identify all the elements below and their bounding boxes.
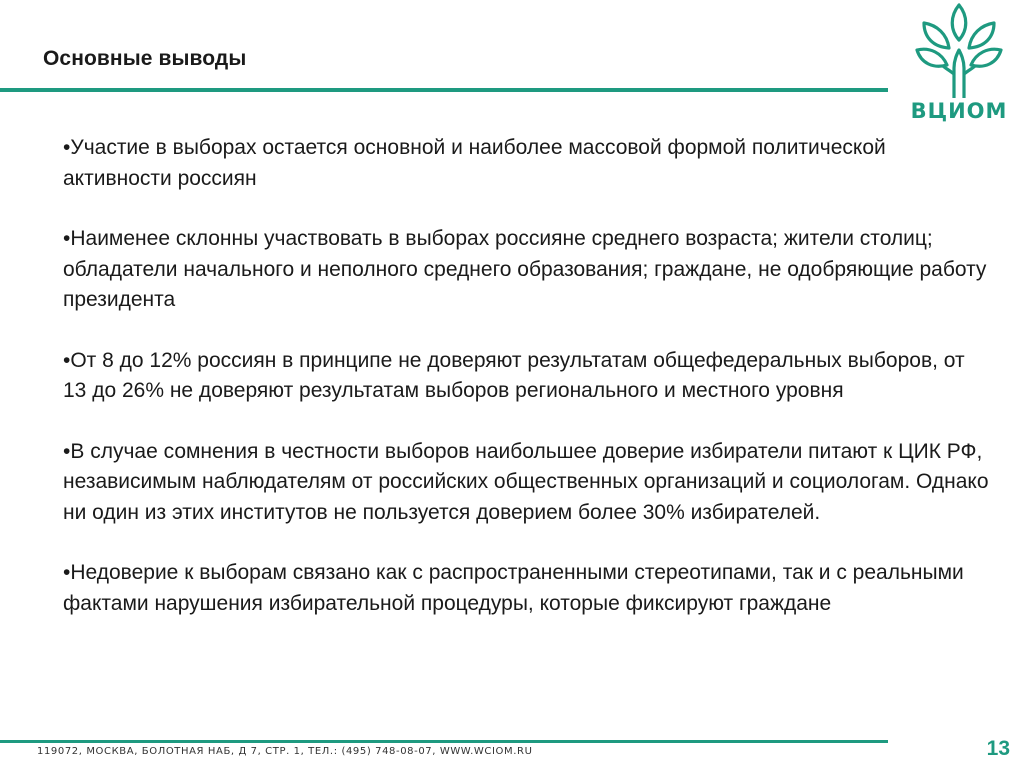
footer-divider (0, 740, 888, 743)
wciom-logo (897, 0, 1021, 124)
bullet-list (63, 133, 993, 649)
tree-logo-icon (897, 0, 1021, 100)
bullet-item: •От 8 до 12% россиян в принципе не доверяют результатам общефедеральных выборов, от 13 до 26% не доверяют результатам выборов регионального и местного уровня (63, 348, 965, 402)
page-title: Основные выводы (43, 47, 247, 70)
footer-address: 119072, МОСКВА, БОЛОТНАЯ НАБ, Д 7, СТР. 1, ТЕЛ.: (495) 748-08-07, WWW.WCIOM.RU (37, 746, 533, 757)
bullet-item: •В случае сомнения в честности выборов наибольшее доверие избиратели питают к ЦИК РФ, независимым наблюдателям от российских общественных организаций и социологам. Однако ни один из этих институтов не пользуется доверием более 30% избирателей. (63, 439, 989, 524)
bullet-item: •Участие в выборах остается основной и наиболее массовой формой политической активности россиян (63, 136, 886, 190)
bullet-item: •Недоверие к выборам связано как с распространенными стереотипами, так и с реальными фактами нарушения избирательной процедуры, которые фиксируют граждане (63, 561, 964, 615)
bullet-item: •Наименее склонны участвовать в выборах россияне среднего возраста; жители столиц; обладатели начального и неполного среднего образования; граждане, не одобряющие работу президента (63, 227, 987, 311)
page-number: 13 (986, 737, 1010, 760)
logo-wordmark: ВЦИОМ (910, 99, 1008, 123)
header-divider (0, 88, 888, 92)
